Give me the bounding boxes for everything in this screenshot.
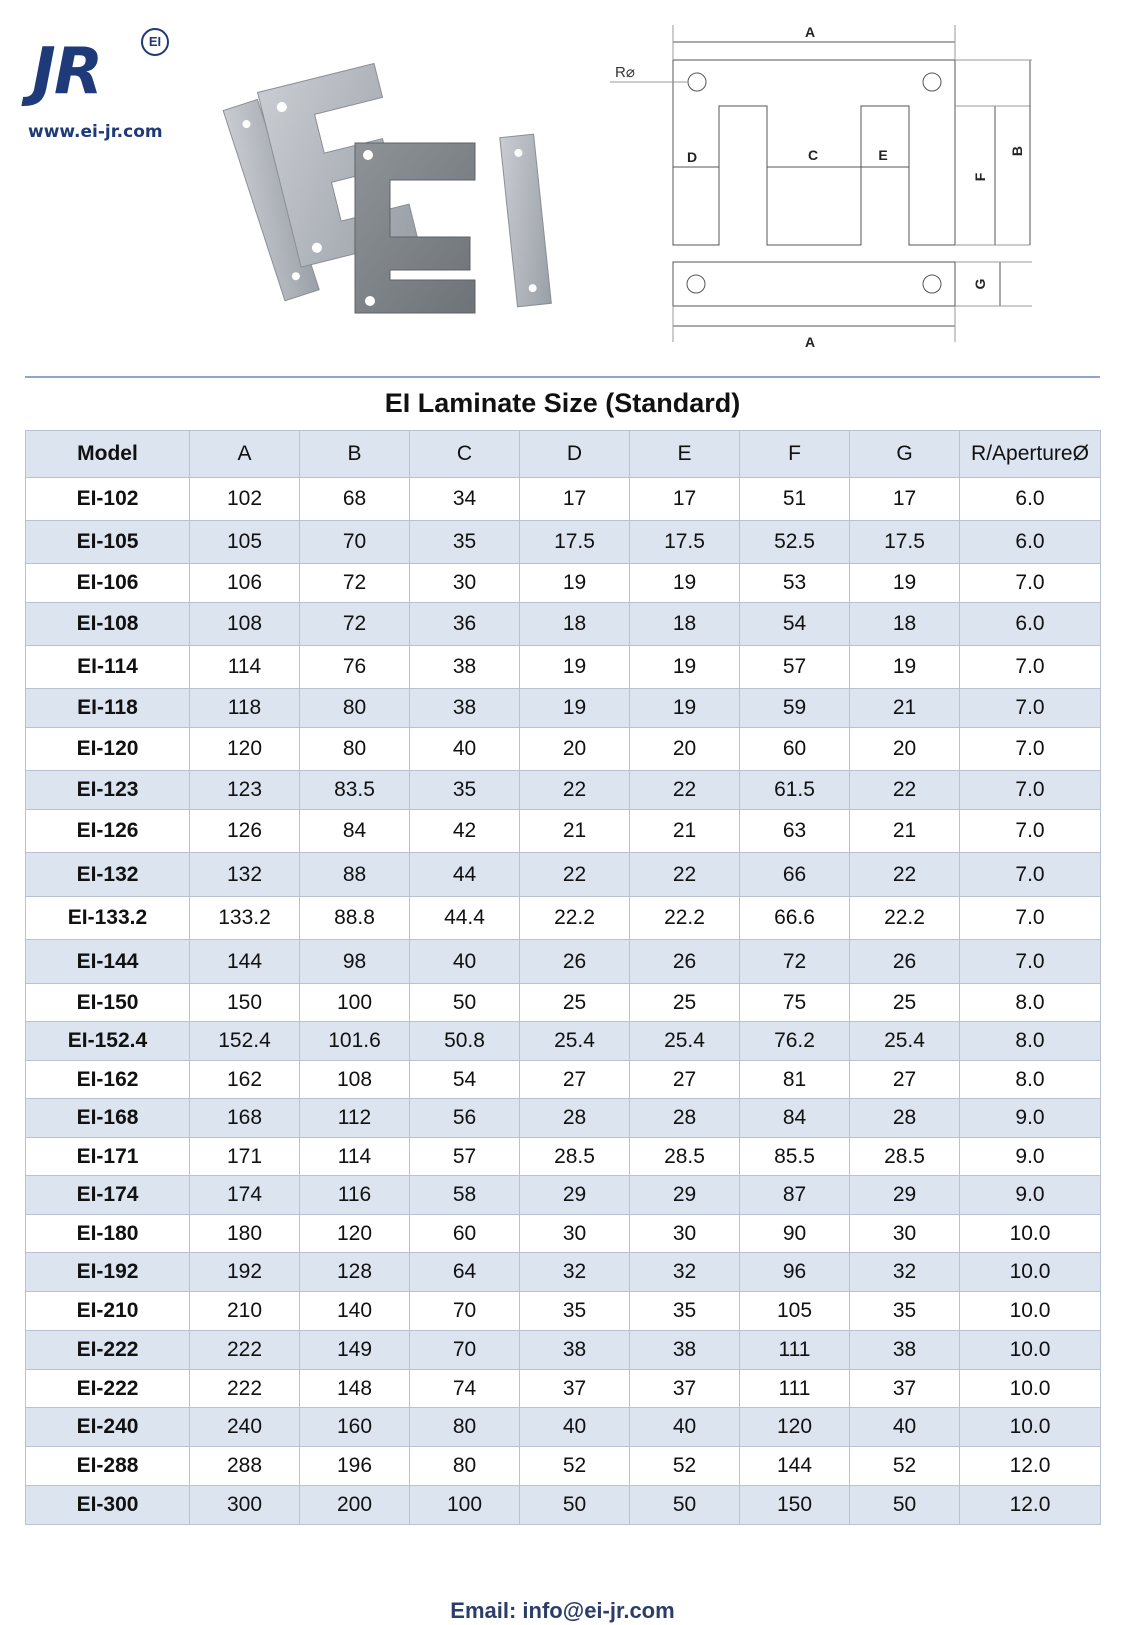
table-row — [26, 1253, 1101, 1292]
table-row — [26, 1370, 1101, 1408]
laminations-photo — [220, 55, 590, 335]
model-cell: EI-102 — [26, 478, 190, 521]
dimension-cell: 10.0 — [960, 1292, 1101, 1331]
dimension-cell: 22 — [520, 771, 630, 810]
column-header: Model — [26, 431, 190, 478]
model-cell: EI-288 — [26, 1447, 190, 1486]
model-cell: EI-192 — [26, 1253, 190, 1292]
dimension-cell: 9.0 — [960, 1099, 1101, 1138]
dimension-cell: 80 — [300, 689, 410, 728]
dimension-cell: 76 — [300, 646, 410, 689]
dimension-cell: 57 — [410, 1138, 520, 1176]
dimension-cell: 70 — [410, 1331, 520, 1370]
column-header: E — [630, 431, 740, 478]
dimension-cell: 17.5 — [520, 521, 630, 564]
label-c: C — [807, 147, 819, 163]
dimension-cell: 19 — [850, 646, 960, 689]
table-row — [26, 1138, 1101, 1176]
dimension-cell: 10.0 — [960, 1370, 1101, 1408]
dimension-cell: 160 — [300, 1408, 410, 1447]
dimension-cell: 72 — [740, 940, 850, 984]
dimension-cell: 56 — [410, 1099, 520, 1138]
dimension-cell: 6.0 — [960, 521, 1101, 564]
dimension-cell: 9.0 — [960, 1176, 1101, 1215]
dimension-diagram — [615, 20, 1100, 365]
dimension-cell: 70 — [300, 521, 410, 564]
dimension-cell: 54 — [410, 1061, 520, 1099]
dimension-cell: 7.0 — [960, 853, 1101, 897]
dimension-cell: 50.8 — [410, 1022, 520, 1061]
table-row — [26, 853, 1101, 897]
dimension-cell: 81 — [740, 1061, 850, 1099]
dimension-cell: 22 — [630, 853, 740, 897]
model-cell: EI-105 — [26, 521, 190, 564]
dimension-cell: 28.5 — [630, 1138, 740, 1176]
dimension-cell: 19 — [630, 646, 740, 689]
dimension-cell: 35 — [520, 1292, 630, 1331]
hole-top-right — [923, 73, 941, 91]
dimension-cell: 32 — [850, 1253, 960, 1292]
dimension-cell: 19 — [630, 689, 740, 728]
dimension-cell: 27 — [630, 1061, 740, 1099]
table-row — [26, 1447, 1101, 1486]
dimension-cell: 53 — [740, 564, 850, 603]
dimension-cell: 22 — [850, 771, 960, 810]
dimension-cell: 74 — [410, 1370, 520, 1408]
dimension-cell: 21 — [520, 810, 630, 853]
dimension-cell: 54 — [740, 603, 850, 646]
dimension-cell: 44.4 — [410, 897, 520, 940]
dimension-cell: 60 — [410, 1215, 520, 1253]
dimension-cell: 50 — [630, 1486, 740, 1525]
table-row — [26, 689, 1101, 728]
dimension-cell: 7.0 — [960, 940, 1101, 984]
dimension-cell: 70 — [410, 1292, 520, 1331]
table-row — [26, 478, 1101, 521]
dimension-cell: 61.5 — [740, 771, 850, 810]
dimension-cell: 101.6 — [300, 1022, 410, 1061]
model-cell: EI-222 — [26, 1331, 190, 1370]
dimension-cell: 28 — [520, 1099, 630, 1138]
dimension-cell: 63 — [740, 810, 850, 853]
dimension-cell: 75 — [740, 984, 850, 1022]
dimension-cell: 96 — [740, 1253, 850, 1292]
dimension-cell: 22 — [630, 771, 740, 810]
dimension-cell: 32 — [630, 1253, 740, 1292]
dimension-cell: 126 — [190, 810, 300, 853]
dimension-cell: 29 — [850, 1176, 960, 1215]
dimension-cell: 17 — [850, 478, 960, 521]
dimension-cell: 25 — [520, 984, 630, 1022]
dimension-cell: 18 — [520, 603, 630, 646]
dimension-cell: 180 — [190, 1215, 300, 1253]
table-row — [26, 897, 1101, 940]
model-cell: EI-152.4 — [26, 1022, 190, 1061]
dimension-cell: 120 — [300, 1215, 410, 1253]
dimension-cell: 35 — [410, 521, 520, 564]
dimension-cell: 19 — [520, 564, 630, 603]
dimension-cell: 66 — [740, 853, 850, 897]
dimension-cell: 85.5 — [740, 1138, 850, 1176]
dimension-cell: 17.5 — [630, 521, 740, 564]
dimension-cell: 22.2 — [850, 897, 960, 940]
dimension-cell: 7.0 — [960, 689, 1101, 728]
dimension-cell: 162 — [190, 1061, 300, 1099]
model-cell: EI-106 — [26, 564, 190, 603]
table-row — [26, 521, 1101, 564]
label-a-bottom: A — [804, 334, 816, 350]
model-cell: EI-123 — [26, 771, 190, 810]
dimension-cell: 222 — [190, 1331, 300, 1370]
dimension-cell: 80 — [410, 1447, 520, 1486]
dimension-cell: 7.0 — [960, 646, 1101, 689]
table-row — [26, 646, 1101, 689]
dimension-cell: 22.2 — [630, 897, 740, 940]
dimension-cell: 152.4 — [190, 1022, 300, 1061]
model-cell: EI-150 — [26, 984, 190, 1022]
model-cell: EI-108 — [26, 603, 190, 646]
model-cell: EI-222 — [26, 1370, 190, 1408]
dimension-cell: 58 — [410, 1176, 520, 1215]
i-outline — [673, 262, 955, 306]
dimension-cell: 114 — [300, 1138, 410, 1176]
dimension-cell: 12.0 — [960, 1447, 1101, 1486]
contact-email[interactable]: Email: info@ei-jr.com — [450, 1598, 675, 1623]
dimension-cell: 57 — [740, 646, 850, 689]
dimension-cell: 116 — [300, 1176, 410, 1215]
dimension-cell: 19 — [520, 689, 630, 728]
dimension-cell: 72 — [300, 603, 410, 646]
dimension-cell: 40 — [850, 1408, 960, 1447]
dimension-cell: 6.0 — [960, 603, 1101, 646]
dimension-cell: 21 — [630, 810, 740, 853]
column-header: R/ApertureØ — [960, 431, 1101, 478]
dimension-cell: 114 — [190, 646, 300, 689]
logo-brand: JR — [32, 35, 102, 109]
hole-bottom-right — [923, 275, 941, 293]
dimension-cell: 28.5 — [520, 1138, 630, 1176]
dimension-cell: 50 — [520, 1486, 630, 1525]
dimension-cell: 120 — [740, 1408, 850, 1447]
dimension-cell: 35 — [410, 771, 520, 810]
dimension-cell: 20 — [520, 728, 630, 771]
column-header: D — [520, 431, 630, 478]
dimension-cell: 19 — [520, 646, 630, 689]
dimension-cell: 111 — [740, 1331, 850, 1370]
dimension-cell: 66.6 — [740, 897, 850, 940]
dimension-cell: 105 — [190, 521, 300, 564]
dimension-cell: 26 — [520, 940, 630, 984]
dimension-cell: 192 — [190, 1253, 300, 1292]
dimension-cell: 17 — [520, 478, 630, 521]
dimension-cell: 112 — [300, 1099, 410, 1138]
dimension-cell: 7.0 — [960, 771, 1101, 810]
model-cell: EI-162 — [26, 1061, 190, 1099]
column-header: C — [410, 431, 520, 478]
dimension-cell: 21 — [850, 810, 960, 853]
dimension-cell: 25.4 — [520, 1022, 630, 1061]
dimension-cell: 40 — [630, 1408, 740, 1447]
dimension-cell: 34 — [410, 478, 520, 521]
table-row — [26, 1486, 1101, 1525]
dimension-cell: 108 — [190, 603, 300, 646]
dimension-cell: 42 — [410, 810, 520, 853]
dimension-cell: 19 — [850, 564, 960, 603]
dimension-cell: 21 — [850, 689, 960, 728]
dimension-cell: 300 — [190, 1486, 300, 1525]
dimension-cell: 7.0 — [960, 728, 1101, 771]
dimension-cell: 174 — [190, 1176, 300, 1215]
dimension-cell: 51 — [740, 478, 850, 521]
hole-top-left — [688, 73, 706, 91]
dimension-cell: 32 — [520, 1253, 630, 1292]
table-row — [26, 984, 1101, 1022]
column-header: A — [190, 431, 300, 478]
dimension-cell: 84 — [740, 1099, 850, 1138]
dimension-cell: 17.5 — [850, 521, 960, 564]
dimension-cell: 123 — [190, 771, 300, 810]
table-row — [26, 1292, 1101, 1331]
dimension-cell: 7.0 — [960, 810, 1101, 853]
dimension-cell: 8.0 — [960, 984, 1101, 1022]
dimension-cell: 20 — [630, 728, 740, 771]
dimension-cell: 132 — [190, 853, 300, 897]
dimension-cell: 72 — [300, 564, 410, 603]
dimension-cell: 84 — [300, 810, 410, 853]
model-cell: EI-133.2 — [26, 897, 190, 940]
column-header: B — [300, 431, 410, 478]
dimension-cell: 118 — [190, 689, 300, 728]
i-lamination-right — [500, 134, 552, 307]
dimension-cell: 35 — [850, 1292, 960, 1331]
model-cell: EI-180 — [26, 1215, 190, 1253]
dimension-cell: 37 — [850, 1370, 960, 1408]
dimension-cell: 140 — [300, 1292, 410, 1331]
dimension-cell: 210 — [190, 1292, 300, 1331]
dimension-cell: 10.0 — [960, 1331, 1101, 1370]
dimension-cell: 26 — [630, 940, 740, 984]
hole-bottom-left — [687, 275, 705, 293]
dimension-cell: 29 — [630, 1176, 740, 1215]
dimension-cell: 20 — [850, 728, 960, 771]
table-row — [26, 771, 1101, 810]
label-a-top: A — [804, 24, 816, 40]
model-cell: EI-168 — [26, 1099, 190, 1138]
dimension-cell: 50 — [410, 984, 520, 1022]
label-e: E — [878, 147, 888, 163]
model-cell: EI-240 — [26, 1408, 190, 1447]
dimension-cell: 76.2 — [740, 1022, 850, 1061]
table-row — [26, 1176, 1101, 1215]
model-cell: EI-118 — [26, 689, 190, 728]
table-row — [26, 1061, 1101, 1099]
dimension-cell: 25 — [630, 984, 740, 1022]
dimension-cell: 38 — [630, 1331, 740, 1370]
dimension-cell: 40 — [410, 728, 520, 771]
column-header: G — [850, 431, 960, 478]
dimension-cell: 100 — [300, 984, 410, 1022]
dimension-cell: 90 — [740, 1215, 850, 1253]
table-row — [26, 810, 1101, 853]
dimension-cell: 106 — [190, 564, 300, 603]
dimension-cell: 25.4 — [630, 1022, 740, 1061]
dimension-cell: 144 — [190, 940, 300, 984]
dimension-cell: 144 — [740, 1447, 850, 1486]
dimension-cell: 149 — [300, 1331, 410, 1370]
label-g: G — [972, 278, 988, 290]
dimension-cell: 80 — [410, 1408, 520, 1447]
model-cell: EI-300 — [26, 1486, 190, 1525]
label-d: D — [686, 149, 698, 165]
dimension-cell: 88 — [300, 853, 410, 897]
table-row — [26, 1215, 1101, 1253]
model-cell: EI-132 — [26, 853, 190, 897]
dimension-cell: 50 — [850, 1486, 960, 1525]
model-cell: EI-144 — [26, 940, 190, 984]
model-cell: EI-114 — [26, 646, 190, 689]
dimension-cell: 102 — [190, 478, 300, 521]
model-cell: EI-171 — [26, 1138, 190, 1176]
laminate-size-table — [25, 430, 1101, 1525]
dimension-cell: 22.2 — [520, 897, 630, 940]
dimension-cell: 12.0 — [960, 1486, 1101, 1525]
table-row — [26, 1022, 1101, 1061]
dimension-cell: 25.4 — [850, 1022, 960, 1061]
dimension-cell: 44 — [410, 853, 520, 897]
dimension-cell: 19 — [630, 564, 740, 603]
dimension-cell: 100 — [410, 1486, 520, 1525]
dimension-cell: 52.5 — [740, 521, 850, 564]
dimension-cell: 38 — [410, 646, 520, 689]
dimension-cell: 37 — [630, 1370, 740, 1408]
table-row — [26, 728, 1101, 771]
dimension-cell: 52 — [520, 1447, 630, 1486]
dimension-cell: 222 — [190, 1370, 300, 1408]
section-divider — [25, 376, 1100, 378]
dimension-cell: 26 — [850, 940, 960, 984]
dimension-cell: 30 — [520, 1215, 630, 1253]
dimension-cell: 108 — [300, 1061, 410, 1099]
dimension-cell: 133.2 — [190, 897, 300, 940]
dimension-cell: 148 — [300, 1370, 410, 1408]
dimension-cell: 150 — [740, 1486, 850, 1525]
dimension-cell: 35 — [630, 1292, 740, 1331]
model-cell: EI-174 — [26, 1176, 190, 1215]
table-row — [26, 1099, 1101, 1138]
table-row — [26, 603, 1101, 646]
dimension-cell: 38 — [850, 1331, 960, 1370]
dimension-cell: 10.0 — [960, 1408, 1101, 1447]
label-radius: R⌀ — [615, 64, 635, 81]
dimension-cell: 7.0 — [960, 564, 1101, 603]
dimension-cell: 8.0 — [960, 1061, 1101, 1099]
table-row — [26, 1408, 1101, 1447]
dimension-cell: 87 — [740, 1176, 850, 1215]
dimension-cell: 120 — [190, 728, 300, 771]
dimension-cell: 68 — [300, 478, 410, 521]
dimension-cell: 29 — [520, 1176, 630, 1215]
dimension-cell: 168 — [190, 1099, 300, 1138]
dimension-cell: 18 — [850, 603, 960, 646]
dimension-cell: 37 — [520, 1370, 630, 1408]
logo-url: www.ei-jr.com — [28, 122, 163, 142]
model-cell: EI-120 — [26, 728, 190, 771]
dimension-cell: 36 — [410, 603, 520, 646]
dimension-cell: 64 — [410, 1253, 520, 1292]
dimension-cell: 8.0 — [960, 1022, 1101, 1061]
dimension-cell: 80 — [300, 728, 410, 771]
dimension-cell: 9.0 — [960, 1138, 1101, 1176]
dimension-cell: 128 — [300, 1253, 410, 1292]
dimension-cell: 38 — [520, 1331, 630, 1370]
dimension-cell: 60 — [740, 728, 850, 771]
dimension-cell: 27 — [520, 1061, 630, 1099]
dimension-cell: 25 — [850, 984, 960, 1022]
dimension-cell: 30 — [410, 564, 520, 603]
dimension-cell: 10.0 — [960, 1215, 1101, 1253]
dimension-cell: 22 — [520, 853, 630, 897]
dimension-cell: 196 — [300, 1447, 410, 1486]
dimension-cell: 22 — [850, 853, 960, 897]
dimension-cell: 98 — [300, 940, 410, 984]
dimension-cell: 111 — [740, 1370, 850, 1408]
dimension-cell: 27 — [850, 1061, 960, 1099]
dimension-cell: 288 — [190, 1447, 300, 1486]
label-f: F — [972, 172, 988, 182]
company-logo — [28, 22, 188, 152]
table-header-row — [26, 431, 1101, 478]
logo-badge: EI — [141, 28, 169, 56]
dimension-cell: 171 — [190, 1138, 300, 1176]
dimension-cell: 10.0 — [960, 1253, 1101, 1292]
table-row — [26, 564, 1101, 603]
dimension-cell: 59 — [740, 689, 850, 728]
dimension-cell: 240 — [190, 1408, 300, 1447]
dimension-cell: 150 — [190, 984, 300, 1022]
dimension-cell: 7.0 — [960, 897, 1101, 940]
dimension-cell: 38 — [410, 689, 520, 728]
table-title: EI Laminate Size (Standard) — [384, 388, 741, 418]
dimension-cell: 40 — [410, 940, 520, 984]
model-cell: EI-210 — [26, 1292, 190, 1331]
dimension-cell: 200 — [300, 1486, 410, 1525]
model-cell: EI-126 — [26, 810, 190, 853]
table-row — [26, 1331, 1101, 1370]
dimension-cell: 28.5 — [850, 1138, 960, 1176]
dimension-cell: 52 — [630, 1447, 740, 1486]
dimension-cell: 83.5 — [300, 771, 410, 810]
dimension-cell: 28 — [630, 1099, 740, 1138]
dimension-cell: 30 — [630, 1215, 740, 1253]
dimension-cell: 28 — [850, 1099, 960, 1138]
dimension-cell: 105 — [740, 1292, 850, 1331]
dimension-cell: 17 — [630, 478, 740, 521]
dimension-cell: 52 — [850, 1447, 960, 1486]
dimension-cell: 30 — [850, 1215, 960, 1253]
dimension-cell: 88.8 — [300, 897, 410, 940]
dimension-cell: 40 — [520, 1408, 630, 1447]
label-b: B — [1009, 145, 1025, 157]
column-header: F — [740, 431, 850, 478]
table-row — [26, 940, 1101, 984]
dimension-cell: 18 — [630, 603, 740, 646]
dimension-cell: 6.0 — [960, 478, 1101, 521]
